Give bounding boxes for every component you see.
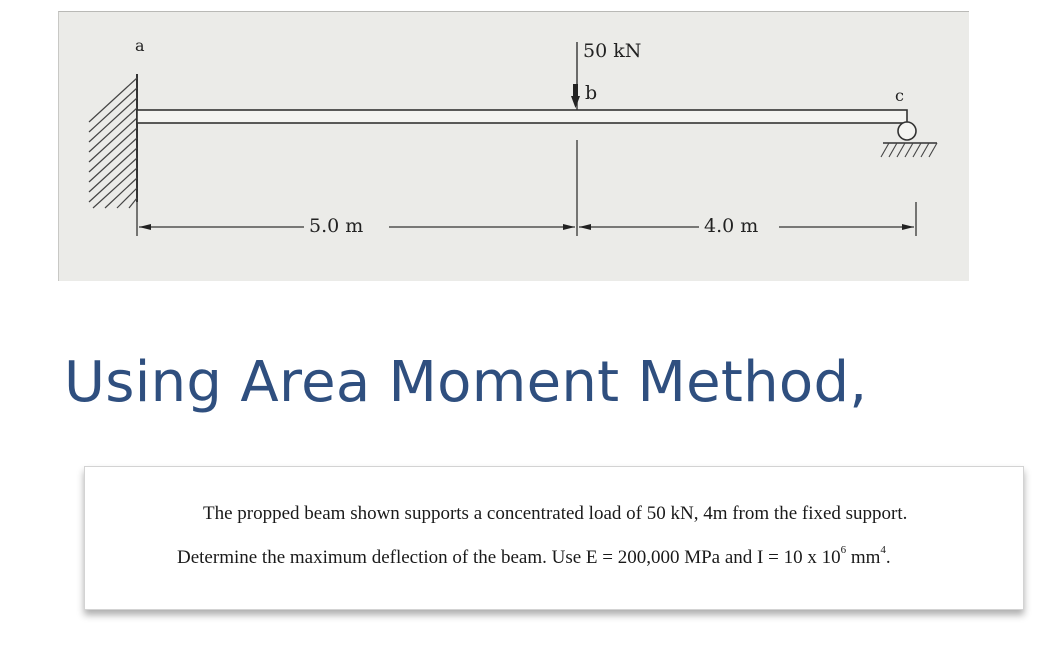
load-arrow-head bbox=[571, 96, 580, 108]
problem-line-2-unit: mm bbox=[846, 547, 881, 568]
problem-line-2-unit-exponent: 4 bbox=[880, 544, 886, 556]
dim-label-left: 5.0 m bbox=[309, 215, 364, 237]
problem-line-2-exponent: 6 bbox=[840, 544, 847, 556]
problem-line-2 bbox=[177, 544, 891, 569]
problem-line-2-end: . bbox=[885, 547, 891, 568]
problem-line-2-text: Determine the maximum deflection of the beam. Use E = 200,000 MPa and I = 10 x 10 bbox=[177, 547, 841, 568]
label-a: a bbox=[135, 36, 145, 55]
label-c: c bbox=[895, 86, 904, 105]
ground-hatch bbox=[881, 143, 937, 157]
dim-arrow-left-start bbox=[139, 224, 151, 230]
load-arrow-shaft bbox=[573, 84, 578, 98]
load-label: 50 kN bbox=[583, 40, 642, 62]
heading: Using Area Moment Method, bbox=[64, 350, 868, 415]
beam-figure bbox=[58, 11, 969, 281]
fixed-wall-hatch bbox=[89, 78, 137, 208]
beam-diagram bbox=[59, 12, 969, 281]
dim-label-right: 4.0 m bbox=[704, 215, 759, 237]
beam bbox=[137, 110, 907, 123]
dim-arrow-right-end bbox=[902, 224, 914, 230]
label-b: b bbox=[585, 82, 598, 104]
problem-line-1: The propped beam shown supports a concentrated load of 50 kN, 4m from the fixed support. bbox=[203, 503, 908, 524]
problem-statement-box bbox=[84, 466, 1024, 610]
dim-arrow-right-start bbox=[579, 224, 591, 230]
dim-arrow-left-end bbox=[563, 224, 575, 230]
roller-support bbox=[898, 122, 916, 140]
